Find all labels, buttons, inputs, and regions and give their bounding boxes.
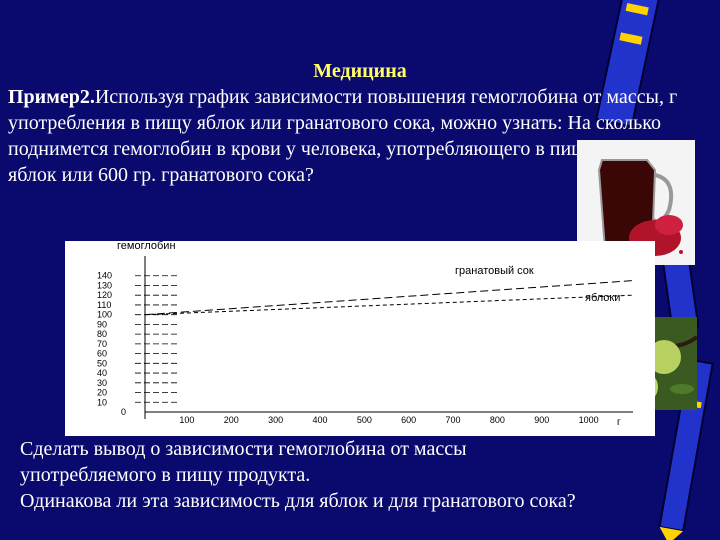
y-tick-label: 20 <box>97 387 108 398</box>
conclusion-text <box>20 436 710 514</box>
problem-body: Используя график зависимости повышения гемоглобина от массы, г употребления в пищу яблок или гранатового сока, можно узнать: На сколько поднимется гемоглобин в крови у человека, употребляющего в пищу 600 гр. яблок или 600 гр. гранатового сока? <box>8 86 678 186</box>
x-tick-label: 900 <box>534 415 550 425</box>
problem-lead: Пример2. <box>8 86 95 108</box>
x-tick-label: 500 <box>356 415 372 425</box>
conclusion-line-3: Одинакова ли эта зависимость для яблок и для гранатового сока? <box>20 490 576 512</box>
x-tick-label: 700 <box>445 415 461 425</box>
y-tick-label: 110 <box>97 299 112 310</box>
x-tick-label: 600 <box>401 415 417 425</box>
y-tick-label: 80 <box>97 329 108 340</box>
y-tick-label: 120 <box>97 290 113 301</box>
conclusion-line-1: Сделать вывод о зависимости гемоглобина от массы <box>20 438 467 460</box>
y-tick-label: 140 <box>97 270 113 281</box>
x-tick-label: 1000 <box>578 415 599 425</box>
y-tick-label: 30 <box>97 377 108 388</box>
x-tick-label: 300 <box>268 415 284 425</box>
x-tick-label: 800 <box>489 415 505 425</box>
y-axis-label: гемоглобин <box>117 241 176 252</box>
slide-title: Медицина <box>313 60 407 82</box>
y-tick-label: 60 <box>97 348 108 359</box>
x-tick-label: 100 <box>179 415 195 425</box>
y-tick-label: 70 <box>97 338 108 349</box>
y-tick-label: 50 <box>97 358 108 369</box>
y-tick-label: 100 <box>97 309 113 320</box>
x-end-label: г <box>617 417 621 428</box>
conclusion-line-2: употребляемого в пищу продукта. <box>20 464 311 486</box>
y-tick-label: 40 <box>97 368 108 379</box>
x-tick-label: 400 <box>312 415 328 425</box>
x-tick-label: 200 <box>223 415 239 425</box>
series-label-apples: яблоки <box>585 292 621 304</box>
hemoglobin-chart <box>65 241 655 436</box>
y-tick-label: 130 <box>97 280 113 291</box>
y-tick-label: 90 <box>97 319 108 330</box>
y-tick-label: 0 <box>121 407 127 417</box>
series-label-pomegranate: гранатовый сок <box>455 265 534 277</box>
chart-panel <box>65 241 655 436</box>
y-tick-label: 10 <box>97 397 108 408</box>
